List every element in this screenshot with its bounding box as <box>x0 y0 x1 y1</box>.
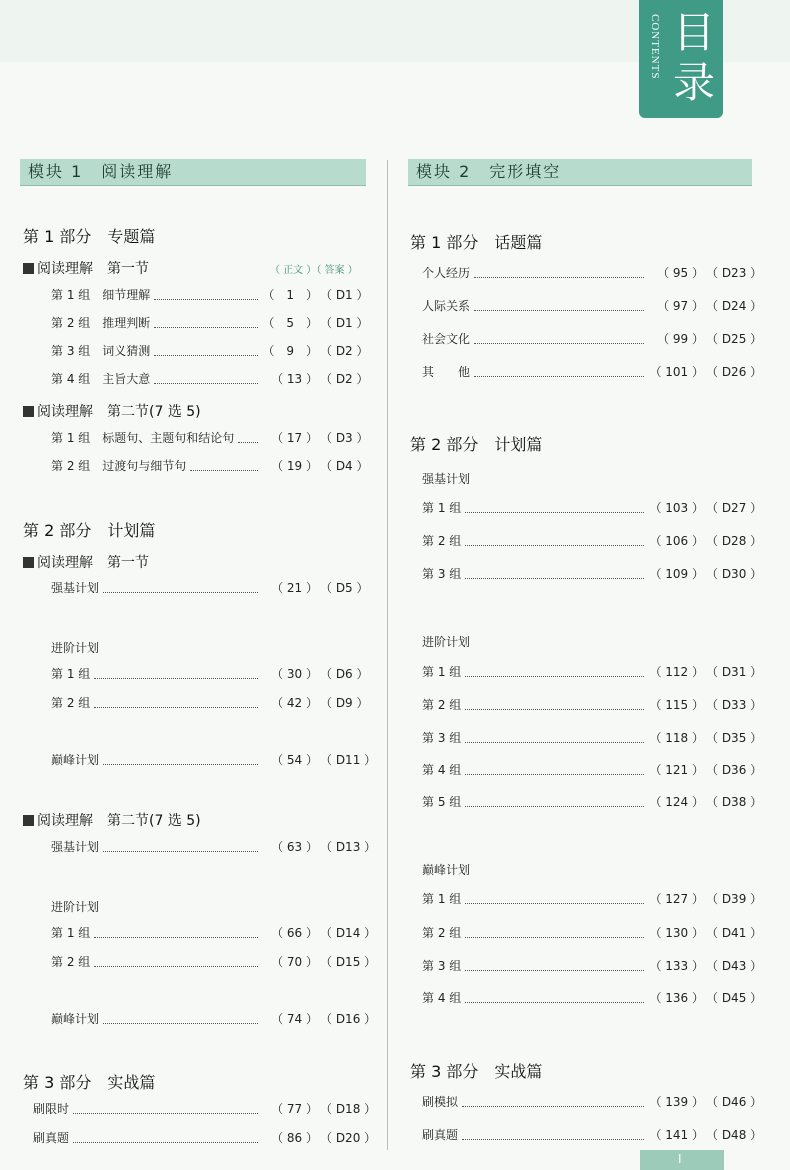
toc-row[interactable] <box>422 298 763 314</box>
toc-row[interactable] <box>422 958 763 974</box>
leader-dots <box>474 302 644 311</box>
section-title <box>23 810 201 830</box>
row-answer: （ D30 ） <box>706 567 763 581</box>
subheading: 进阶计划 <box>51 641 100 655</box>
toc-row[interactable] <box>51 287 368 303</box>
toc-row[interactable] <box>422 794 763 810</box>
leader-dots <box>190 462 258 471</box>
row-page: （ 127 ） <box>649 892 704 906</box>
subheading: 强基计划 <box>422 472 471 486</box>
part-title: 第 3 部分 实战篇 <box>410 1062 543 1081</box>
row-page: （ 118 ） <box>649 731 704 745</box>
row-page: （ 133 ） <box>649 959 704 973</box>
leader-dots <box>465 504 644 513</box>
section-label: 阅读理解 第一节 <box>37 261 149 277</box>
toc-row[interactable] <box>51 954 377 970</box>
row-label: 刷模拟 <box>422 1095 459 1109</box>
leader-dots <box>103 1015 258 1024</box>
row-answer: （ D13 ） <box>320 840 377 854</box>
leader-dots <box>474 269 644 278</box>
part-title: 第 2 部分 计划篇 <box>23 521 156 540</box>
toc-row[interactable] <box>51 343 368 359</box>
section-title <box>23 401 201 421</box>
row-page: （ 97 ） <box>657 299 704 313</box>
row-label: 第 4 组 主旨大意 <box>51 372 151 386</box>
leader-dots <box>154 347 258 356</box>
leader-dots <box>94 929 258 938</box>
footer-page-tab <box>640 1150 724 1170</box>
leader-dots <box>474 335 644 344</box>
row-answer: （ D16 ） <box>320 1012 377 1026</box>
row-label: 巅峰计划 <box>51 1012 100 1026</box>
row-answer: （ D9 ） <box>320 696 369 710</box>
leader-dots <box>103 756 258 765</box>
leader-dots <box>103 584 258 593</box>
row-page: （ 9 ） <box>262 344 318 358</box>
row-page: （ 13 ） <box>271 372 318 386</box>
page-number: I <box>678 1152 682 1166</box>
leader-dots <box>103 843 258 852</box>
row-label: 第 2 组 <box>422 698 462 712</box>
row-label: 第 2 组 <box>51 955 91 969</box>
row-label: 刷真题 <box>422 1128 459 1142</box>
part-title: 第 1 部分 专题篇 <box>23 227 156 246</box>
toc-row[interactable] <box>33 1130 377 1146</box>
row-answer: （ D11 ） <box>320 753 377 767</box>
row-label: 第 2 组 <box>51 696 91 710</box>
leader-dots <box>465 798 644 807</box>
leader-dots <box>465 929 644 938</box>
row-page: （ 66 ） <box>271 926 318 940</box>
row-page: （ 115 ） <box>649 698 704 712</box>
row-page: （ 42 ） <box>271 696 318 710</box>
row-page: （ 124 ） <box>649 795 704 809</box>
row-label: 刷真题 <box>33 1131 70 1145</box>
row-answer: （ D35 ） <box>706 731 763 745</box>
toc-row[interactable] <box>51 430 368 446</box>
row-page: （ 99 ） <box>657 332 704 346</box>
row-label: 第 1 组 <box>422 501 462 515</box>
section-label: 阅读理解 第二节(7 选 5) <box>37 813 201 829</box>
leader-dots <box>465 668 644 677</box>
leader-dots <box>154 291 258 300</box>
row-page: （ 103 ） <box>649 501 704 515</box>
row-answer: （ D18 ） <box>320 1102 377 1116</box>
row-label: 其 他 <box>422 365 471 379</box>
toc-row[interactable] <box>51 315 368 331</box>
section-title <box>23 552 149 572</box>
leader-dots <box>238 434 258 443</box>
toc-row[interactable] <box>422 331 763 347</box>
toc-row[interactable] <box>51 666 368 682</box>
row-page: （ 19 ） <box>271 459 318 473</box>
part-title: 第 3 部分 实战篇 <box>23 1073 156 1092</box>
leader-dots <box>465 734 644 743</box>
row-page: （ 63 ） <box>271 840 318 854</box>
leader-dots <box>465 962 644 971</box>
toc-row[interactable] <box>422 566 763 582</box>
toc-row[interactable] <box>422 265 763 281</box>
row-page: （ 5 ） <box>262 316 318 330</box>
row-page: （ 112 ） <box>649 665 704 679</box>
section-title <box>23 258 149 278</box>
toc-title-en: CONTENTS <box>649 14 661 80</box>
row-answer: （ D5 ） <box>320 581 369 595</box>
section-label: 阅读理解 第二节(7 选 5) <box>37 404 201 420</box>
section-label: 阅读理解 第一节 <box>37 555 149 571</box>
module-1-bar <box>20 159 366 186</box>
row-page: （ 121 ） <box>649 763 704 777</box>
row-page: （ 101 ） <box>649 365 704 379</box>
leader-dots <box>154 319 258 328</box>
row-page: （ 130 ） <box>649 926 704 940</box>
row-label: 第 1 组 标题句、主题句和结论句 <box>51 431 235 445</box>
row-label: 第 2 组 推理判断 <box>51 316 151 330</box>
row-page: （ 77 ） <box>271 1102 318 1116</box>
part-title: 第 2 部分 计划篇 <box>410 435 543 454</box>
row-answer: （ D36 ） <box>706 763 763 777</box>
row-page: （ 70 ） <box>271 955 318 969</box>
leader-dots <box>94 670 258 679</box>
leader-dots <box>465 701 644 710</box>
row-answer: （ D23 ） <box>706 266 763 280</box>
row-page: （ 109 ） <box>649 567 704 581</box>
toc-row[interactable] <box>422 664 763 680</box>
leader-dots <box>465 766 644 775</box>
module-2-bar <box>408 159 752 186</box>
leader-dots <box>465 994 644 1003</box>
square-bullet-icon <box>23 406 34 417</box>
subheading: 进阶计划 <box>51 900 100 914</box>
toc-badge <box>639 0 723 118</box>
square-bullet-icon <box>23 263 34 274</box>
row-label: 第 4 组 <box>422 991 462 1005</box>
row-label: 第 1 组 <box>51 667 91 681</box>
row-label: 第 2 组 过渡句与细节句 <box>51 459 187 473</box>
row-label: 第 1 组 <box>422 892 462 906</box>
row-answer: （ D28 ） <box>706 534 763 548</box>
row-answer: （ D2 ） <box>320 372 369 386</box>
row-answer: （ D1 ） <box>320 288 369 302</box>
row-label: 第 1 组 <box>51 926 91 940</box>
toc-row[interactable] <box>422 730 763 746</box>
toc-row[interactable] <box>422 500 763 516</box>
toc-row[interactable] <box>422 990 763 1006</box>
square-bullet-icon <box>23 557 34 568</box>
toc-row[interactable] <box>51 925 377 941</box>
toc-row[interactable] <box>422 697 763 713</box>
subheading: 巅峰计划 <box>422 863 471 877</box>
row-answer: （ D20 ） <box>320 1131 377 1145</box>
row-page: （ 95 ） <box>657 266 704 280</box>
row-label: 强基计划 <box>51 581 100 595</box>
leader-dots <box>73 1105 258 1114</box>
row-label: 社会文化 <box>422 332 471 346</box>
toc-row[interactable] <box>51 752 377 768</box>
toc-row[interactable] <box>51 458 368 474</box>
leader-dots <box>73 1134 258 1143</box>
subheading: 进阶计划 <box>422 635 471 649</box>
row-answer: （ D24 ） <box>706 299 763 313</box>
row-page: （ 141 ） <box>649 1128 704 1142</box>
module-2-title: 模块 2 完形填空 <box>416 162 562 181</box>
row-page: （ 139 ） <box>649 1095 704 1109</box>
toc-title-cn: 目录 <box>672 8 715 107</box>
toc-row[interactable] <box>422 533 763 549</box>
row-page: （ 21 ） <box>271 581 318 595</box>
toc-row[interactable] <box>422 1094 763 1110</box>
row-answer: （ D43 ） <box>706 959 763 973</box>
leader-dots <box>465 570 644 579</box>
row-label: 刷限时 <box>33 1102 70 1116</box>
toc-row[interactable] <box>51 839 377 855</box>
toc-row[interactable] <box>422 1127 763 1143</box>
leader-dots <box>465 537 644 546</box>
row-label: 人际关系 <box>422 299 471 313</box>
column-divider <box>387 160 388 1150</box>
row-answer: （ D41 ） <box>706 926 763 940</box>
toc-row[interactable] <box>51 695 368 711</box>
row-label: 第 2 组 <box>422 534 462 548</box>
part-title: 第 1 部分 话题篇 <box>410 233 543 252</box>
row-page: （ 106 ） <box>649 534 704 548</box>
leader-dots <box>94 699 258 708</box>
row-answer: （ D4 ） <box>320 459 369 473</box>
row-label: 第 2 组 <box>422 926 462 940</box>
toc-row[interactable] <box>422 891 763 907</box>
row-answer: （ D46 ） <box>706 1095 763 1109</box>
row-label: 第 1 组 细节理解 <box>51 288 151 302</box>
leader-dots <box>474 368 644 377</box>
toc-row[interactable] <box>51 1011 377 1027</box>
row-page: （ 54 ） <box>271 753 318 767</box>
row-answer: （ D15 ） <box>320 955 377 969</box>
row-page: （ 17 ） <box>271 431 318 445</box>
square-bullet-icon <box>23 815 34 826</box>
toc-row[interactable] <box>422 762 763 778</box>
row-answer: （ D2 ） <box>320 344 369 358</box>
leader-dots <box>154 375 258 384</box>
row-answer: （ D31 ） <box>706 665 763 679</box>
toc-row[interactable] <box>51 580 368 596</box>
row-label: 第 3 组 <box>422 959 462 973</box>
leader-dots <box>462 1098 644 1107</box>
row-answer: （ D45 ） <box>706 991 763 1005</box>
row-label: 第 3 组 <box>422 567 462 581</box>
leader-dots <box>94 958 258 967</box>
row-answer: （ D1 ） <box>320 316 369 330</box>
row-answer: （ D38 ） <box>706 795 763 809</box>
row-label: 第 3 组 <box>422 731 462 745</box>
row-page: （ 86 ） <box>271 1131 318 1145</box>
toc-row[interactable] <box>51 371 368 387</box>
row-page: （ 74 ） <box>271 1012 318 1026</box>
row-label: 第 3 组 词义猜测 <box>51 344 151 358</box>
row-label: 巅峰计划 <box>51 753 100 767</box>
toc-row[interactable] <box>422 925 763 941</box>
leader-dots <box>465 895 644 904</box>
leader-dots <box>462 1131 644 1140</box>
row-label: 个人经历 <box>422 266 471 280</box>
row-answer: （ D25 ） <box>706 332 763 346</box>
row-page: （ 136 ） <box>649 991 704 1005</box>
row-answer: （ D27 ） <box>706 501 763 515</box>
row-label: 第 1 组 <box>422 665 462 679</box>
column-note: （ 正文 ）（ 答案 ） <box>270 265 358 276</box>
module-1-title: 模块 1 阅读理解 <box>28 162 174 181</box>
row-label: 第 5 组 <box>422 795 462 809</box>
row-answer: （ D33 ） <box>706 698 763 712</box>
row-label: 强基计划 <box>51 840 100 854</box>
toc-row[interactable] <box>422 364 763 380</box>
row-answer: （ D39 ） <box>706 892 763 906</box>
row-label: 第 4 组 <box>422 763 462 777</box>
row-page: （ 30 ） <box>271 667 318 681</box>
row-answer: （ D14 ） <box>320 926 377 940</box>
row-answer: （ D48 ） <box>706 1128 763 1142</box>
row-page: （ 1 ） <box>262 288 318 302</box>
row-answer: （ D3 ） <box>320 431 369 445</box>
toc-row[interactable] <box>33 1101 377 1117</box>
row-answer: （ D26 ） <box>706 365 763 379</box>
row-answer: （ D6 ） <box>320 667 369 681</box>
